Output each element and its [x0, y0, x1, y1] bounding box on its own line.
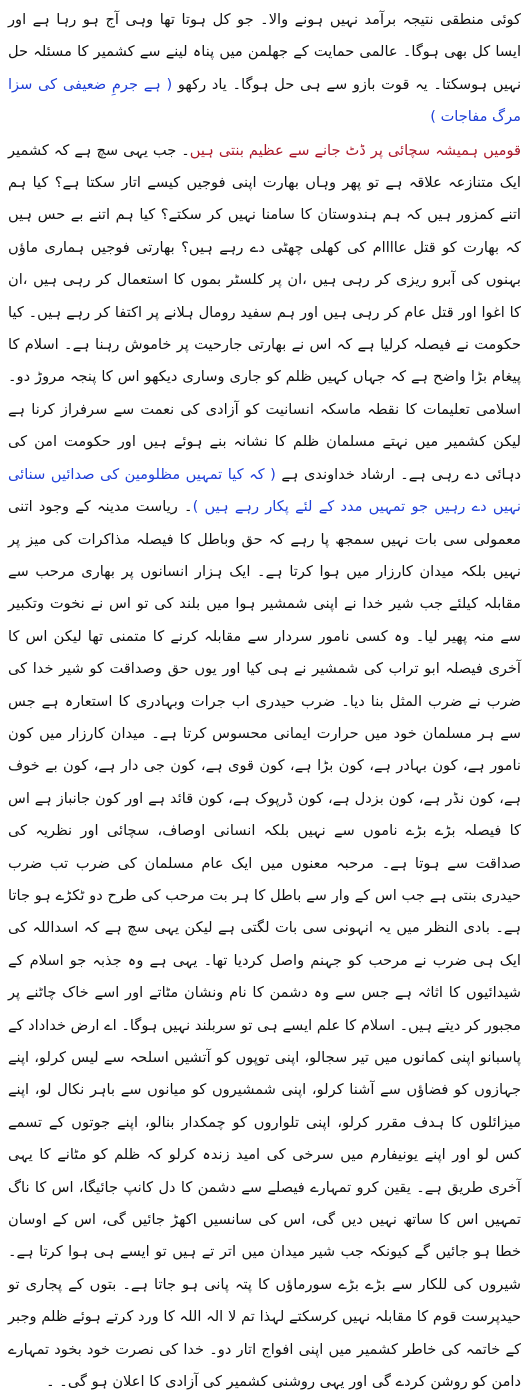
quoted-divine-saying: ( کہ کیا تمہیں مظلومین کی صدائیں سنائی نہیں دے رہیں جو تمہیں مدد کے لئے پکار رہے ہیں )	[8, 465, 521, 516]
article-paragraph-2	[8, 135, 521, 1398]
quoted-verse: ( ہے جرمِ ضعیفی کی سزا مرگ مفاجات )	[8, 75, 521, 126]
paragraph-2-text-a: ۔ جب یہی سچ ہے کہ کشمیر ایک متنازعہ علاقہ ہے تو پھر وہاں بھارت اپنی فوجیں کیسے اتار سکتا ہے؟ کیا ہم اتنے کمزور ہیں کہ ہم ہندوستان کا سامنا نہیں کر سکتے؟ کیا ہم اتنے بے حس ہیں کہ بھارت کو قتل عاااام کی کھلی چھٹی دے رہے ہیں؟ بھارتی فوجیں ہماری ماؤں بہنوں کی آبرو ریزی کر رہی ہیں ،ان پر کلسٹر بموں کا استعمال کر رہی ہیں ،ان کا اغوا اور قتل عام کر رہی ہیں اور ہم سفید رومال ہلانے پر اکتفا کر رہے ہیں۔ کیا حکومت نے فیصلہ کرلیا ہے کہ اس نے بھارتی جارحیت پر خاموش رہنا ہے۔ اسلام کا پیغام بڑا واضح ہے کہ جہاں کہیں ظلم کو جاری وساری دیکھو اس کا پنجہ مروڑ دو۔ اسلامی تعلیمات کا نقطہ ماسکہ انسانیت کو آزادی کی نعمت سے سرفراز کرنا ہے لیکن کشمیر میں نہتے مسلمان ظلم کا نشانہ بنے ہوئے ہیں اور حکومت امن کی دہائی دے رہی ہے۔ ارشاد خداوندی ہے	[8, 141, 522, 483]
paragraph-2-text-b: ۔ ریاست مدینہ کے وجود اتنی معمولی سی بات نہیں سمجھ پا رہے کہ حق وباطل کا فیصلہ مذاکرات کی میز پر نہیں بلکہ میدان کارزار میں ہوا کرتا ہے۔ ایک ہزار انسانوں پر بھاری مرحب سے مقابلہ کیلئے جب شیر خدا نے اپنی شمشیر ہوا میں بلند کی تو اس نے نخوت وتکبیر سے منہ پھیر لیا۔ وہ کسی نامور سردار سے مقابلہ کرنے کا متمنی تھا لیکن اس کا آخری فیصلہ ابو تراب کی شمشیر نے ہی کیا اور یوں حق وصداقت کو شیر خدا کی ضرب نے ضرب المثل بنا دیا۔ ضرب حیدری اب جرات وبہادری کا استعارہ ہے جس سے ہر مسلمان خود میں حرارت ایمانی محسوس کرتا ہے۔ میدان کارزار میں کون نامور ہے، کون بہادر ہے، کون بڑا ہے، کون قوی ہے، کون جی دار ہے، کون بے خوف ہے، کون نڈر ہے، کون بزدل ہے، کون ڈرپوک ہے، کون قائد ہے اور کون جانباز ہے اس کا فیصلہ بڑے بڑے ناموں سے نہیں بلکہ انسانی اوصاف، سچائی اور نظریہ کی صداقت سے ہوتا ہے۔ مرحبہ معنوں میں ایک عام مسلمان کی ضرب تب ضرب حیدری بنتی ہے جب اس کے وار سے باطل کا ہر بت مرحب کی طرح دو ٹکڑے ہو جاتا ہے۔ بادی النظر میں یہ انہونی سی بات لگتی ہے لیکن یہی سچ ہے کہ اسداللہ کی ایک ہی ضرب نے مرحب کو جہنم واصل کردیا تھا۔ یہی ہے وہ جذبہ جو اسلام کے شیدائیوں کا اثاثہ ہے جس سے وہ دشمن کا نام ونشان مٹاتے اور اسے خاک چاٹنے پر مجبور کر دیتے ہیں۔ اسلام کا علم ایسے ہی تو سربلند نہیں ہوگا۔ اے ارض خداداد کے پاسبانو اپنی کمانوں میں تیر سجالو، اپنی توپوں کو آتشیں اسلحہ سے لیس کرلو، اپنے جہازوں کو فضاؤں سے آشنا کرلو، اپنی شمشیروں کو میانوں سے باہر نکال لو، اپنے میزائلوں کا ہدف مقرر کرلو، اپنی تلواروں کو چمکدار بنالو، اپنے جوتوں کے تسمے کس لو اور اپنے یونیفارم میں سرخی کی امید زندہ کرلو کہ ظلم کو مٹانے کا یہی آخری طریق ہے۔ یقین کرو تمہارے فیصلے سے دشمن کا دل کانپ جائیگا، اس کا ناگ تمہیں اس کا ساتھ نہیں دیں گی، اس کی سانسیں اکھڑ جائیں گی، اس کے اوسان خطا ہو جائیں گے کیونکہ جب شیر میدان میں اتر تے ہیں تو ایسے ہی ہوا کرتا ہے۔ شیروں کی للکار سے بڑے بڑے سورماؤں کا پتہ پانی ہو جاتا ہے۔ بتوں کے پجاری تو حیدپرست قوم کا مقابلہ نہیں کرسکتے لہذا تم لا الہ اللہ کا ورد کرتے ہوئے ظلم وجبر کے خاتمہ کی خاطر کشمیر میں اپنی افواج اتار دو۔ خدا کی نصرت خود بخود تمہارے دامن کو روشن کردے گی اور یہی روشنی کشمیر کی آزادی کا اعلان ہو گی۔ ۔	[8, 498, 521, 1391]
highlighted-opening: قومیں ہمیشہ سچائی پر ڈٹ جانے سے عظیم بنتی ہیں	[189, 141, 521, 159]
article-paragraph-1	[8, 4, 521, 134]
paragraph-1-text: کوئی منطقی نتیجہ برآمد نہیں ہونے والا۔ جو کل ہوتا تھا وہی آج ہو رہا ہے اور ایسا کل بھی ہوگا۔ عالمی حمایت کے جھلمن میں پناہ لینے سے کشمیر کا مسئلہ حل نہیں ہوسکتا۔ یہ قوت بازو سے ہی حل ہوگا۔ یاد رکھو	[8, 11, 522, 93]
